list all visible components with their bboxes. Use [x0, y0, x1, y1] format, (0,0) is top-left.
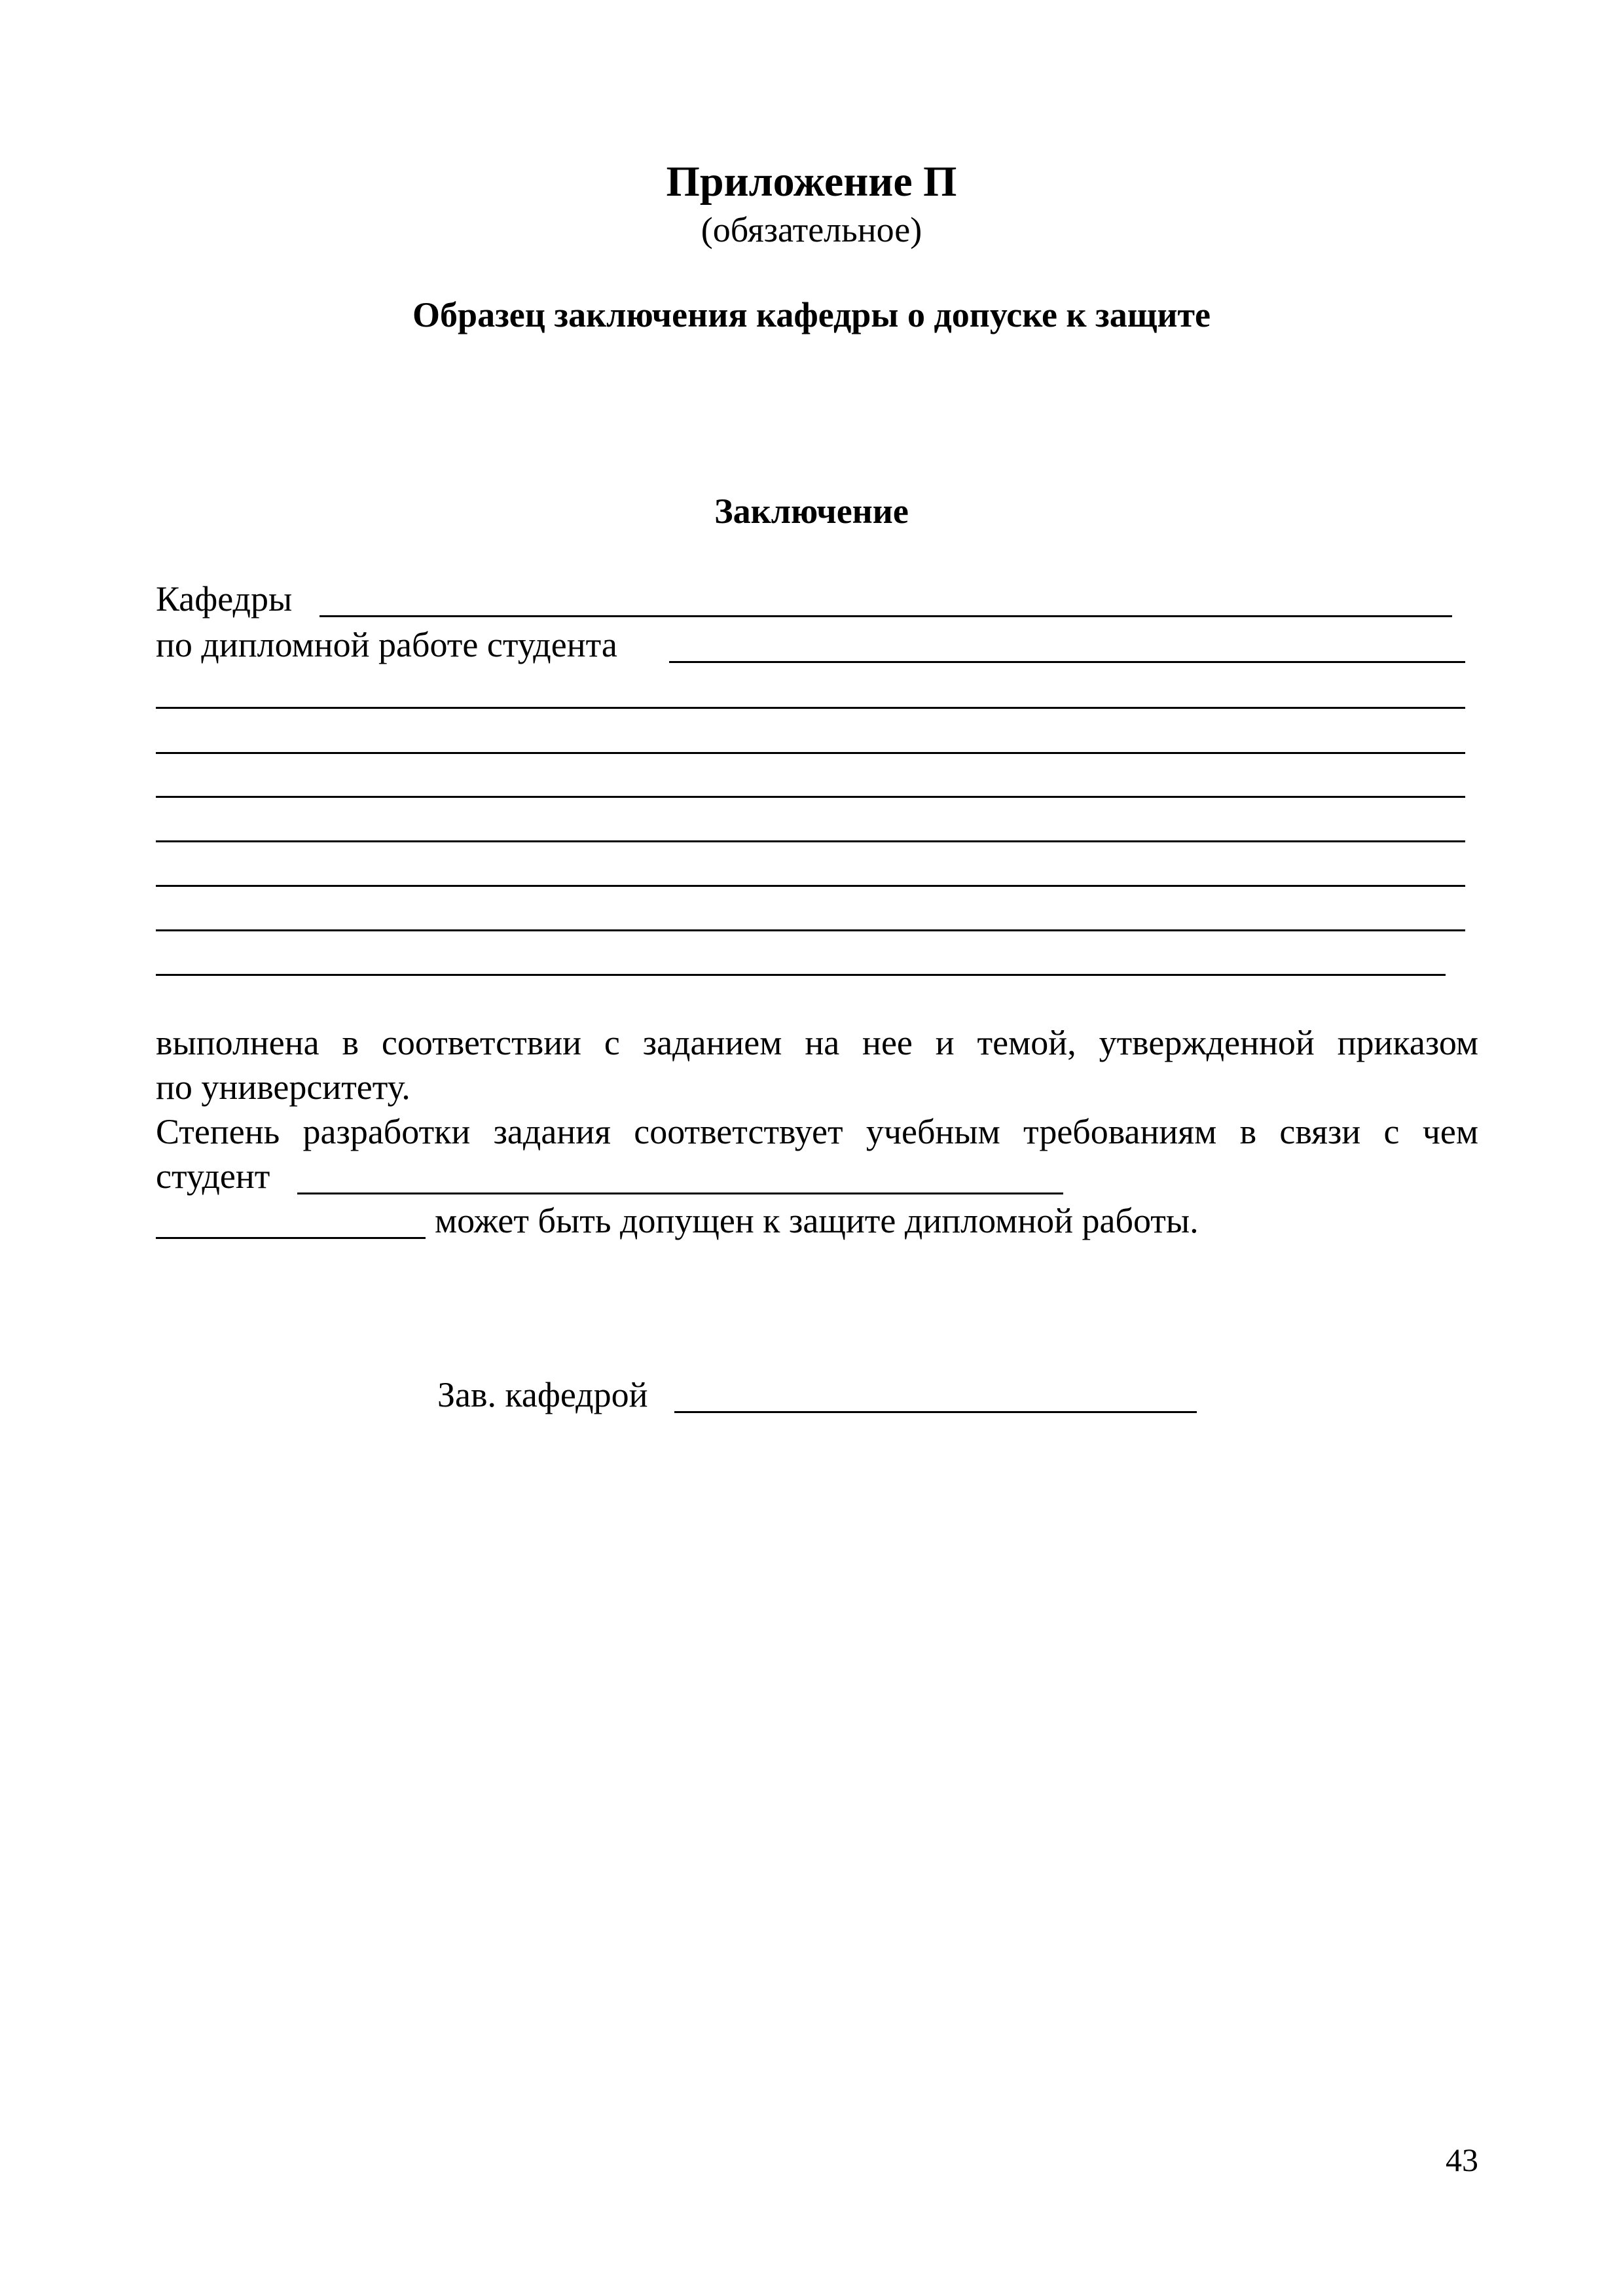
- student-work-label: по дипломной работе студента: [156, 625, 617, 664]
- student-label: студент: [156, 1157, 270, 1196]
- appendix-title: Приложение П: [666, 158, 957, 206]
- conclusion-heading: Заключение: [714, 492, 909, 531]
- department-blank-line: [319, 615, 1452, 617]
- blank-line-2: [156, 752, 1465, 754]
- page-number: 43: [1446, 2142, 1478, 2178]
- blank-line-7: [156, 974, 1446, 976]
- student-blank-line: [297, 1193, 1063, 1194]
- head-of-department-label: Зав. кафедрой: [437, 1375, 648, 1414]
- blank-line-3: [156, 796, 1465, 798]
- blank-line-6: [156, 929, 1465, 931]
- appendix-subtitle: (обязательное): [701, 210, 922, 249]
- paragraph-line-1: выполнена в соответствии с заданием на нее и темой, утвержденной приказом: [156, 1023, 1478, 1062]
- admission-blank-line: [156, 1237, 426, 1239]
- student-work-blank-line: [669, 661, 1465, 663]
- signature-blank-line: [674, 1411, 1197, 1413]
- department-label: Кафедры: [156, 579, 293, 619]
- document-title: Образец заключения кафедры о допуске к защите: [412, 295, 1211, 334]
- blank-line-5: [156, 885, 1465, 887]
- paragraph-line-2: по университету.: [156, 1067, 410, 1107]
- admission-text: может быть допущен к защите дипломной работы.: [435, 1201, 1199, 1240]
- blank-line-4: [156, 840, 1465, 842]
- blank-line-1: [156, 707, 1465, 709]
- paragraph-line-3: Степень разработки задания соответствует учебным требованиям в связи с чем: [156, 1112, 1478, 1151]
